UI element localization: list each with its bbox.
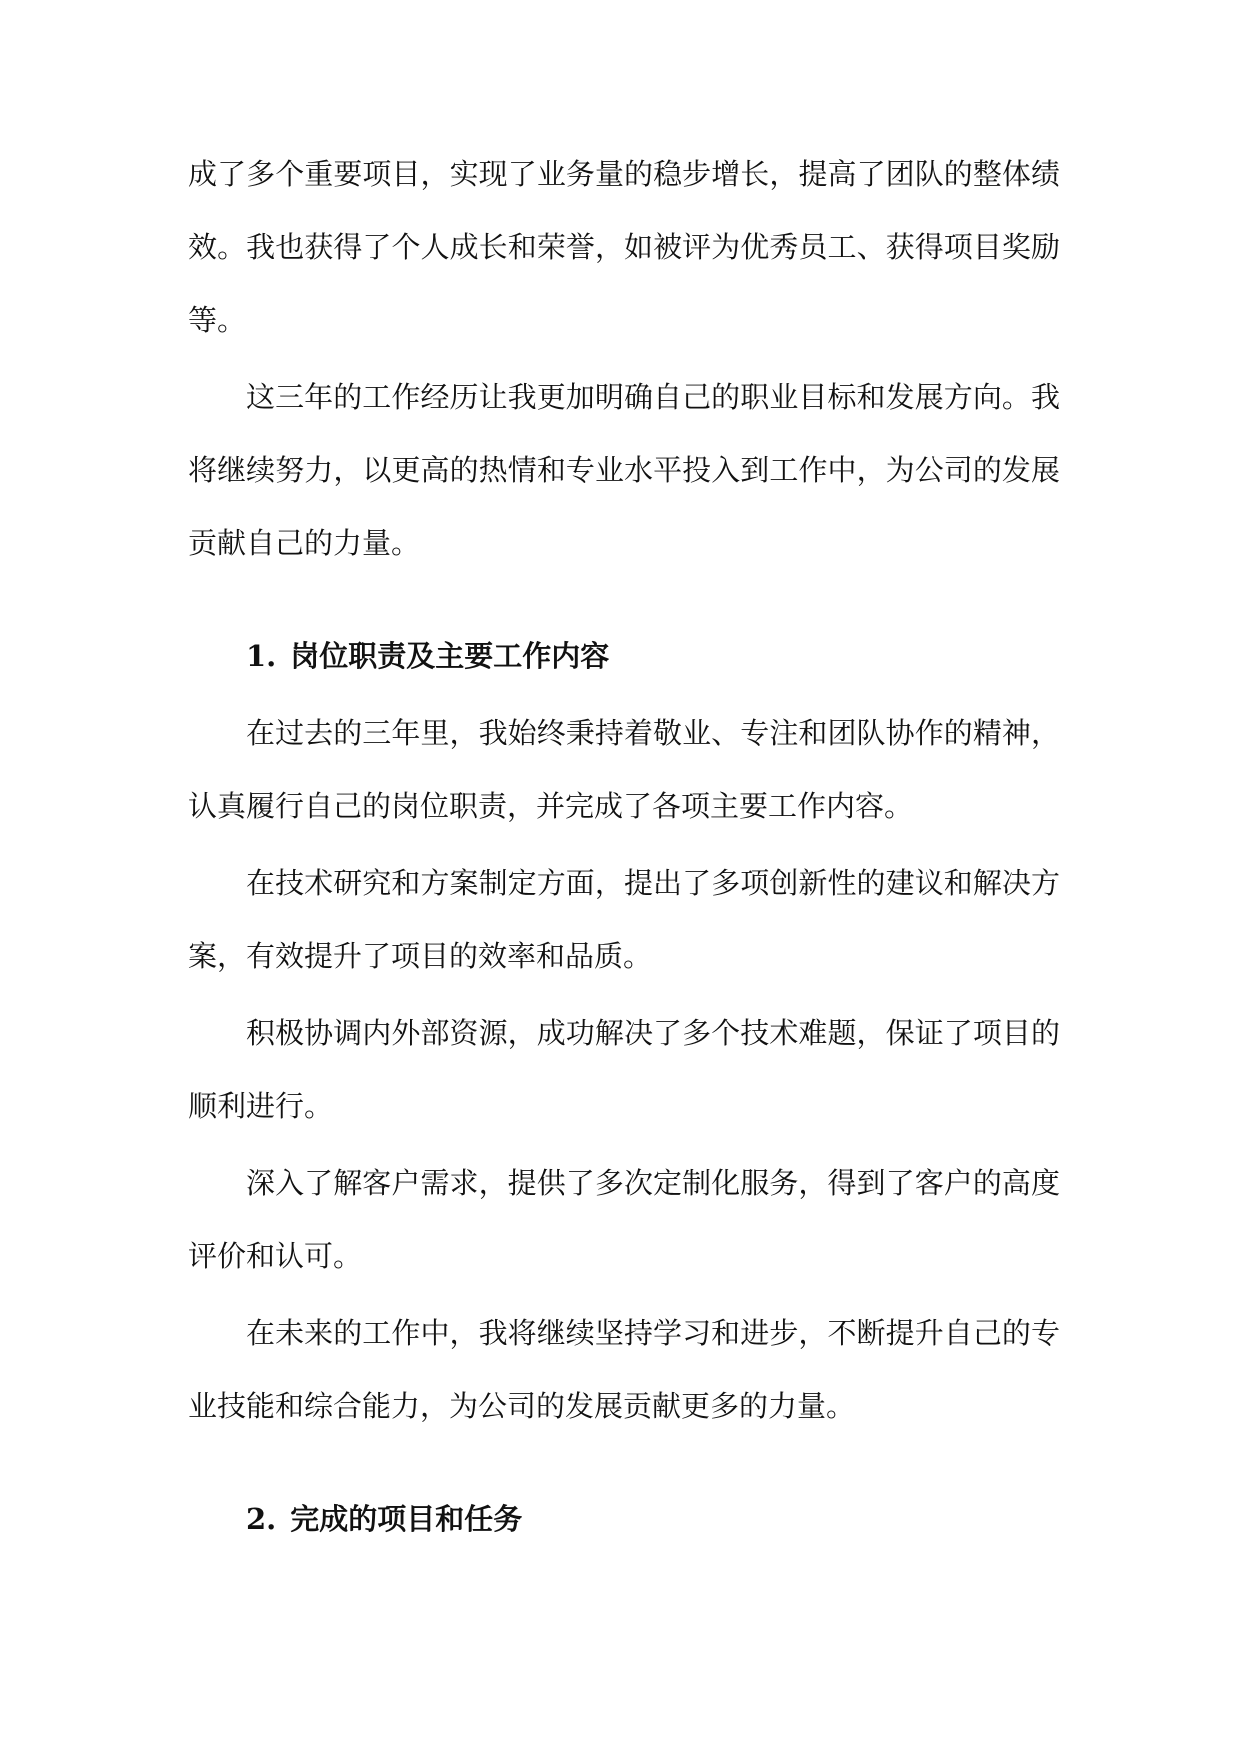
- section-number: 2.: [246, 1502, 277, 1536]
- section-title: 岗位职责及主要工作内容: [290, 639, 610, 673]
- paragraph-career-goals: 这三年的工作经历让我更加明确自己的职业目标和发展方向。我将继续努力，以更高的热情和专业水平投入到工作中，为公司的发展贡献自己的力量。: [188, 380, 1060, 560]
- paragraph-technical-research: 在技术研究和方案制定方面，提出了多项创新性的建议和解决方案，有效提升了项目的效率和品质。: [188, 866, 1060, 973]
- document-body: [188, 138, 1060, 1560]
- paragraph-future-work: 在未来的工作中，我将继续坚持学习和进步，不断提升自己的专业技能和综合能力，为公司的发展贡献更多的力量。: [188, 1316, 1060, 1423]
- section-heading-duties: [188, 620, 1060, 693]
- section-heading-projects: [188, 1483, 1060, 1556]
- section-number: 1.: [246, 639, 277, 673]
- section-title: 完成的项目和任务: [290, 1502, 523, 1536]
- paragraph-duties-intro: 在过去的三年里，我始终秉持着敬业、专注和团队协作的精神，认真履行自己的岗位职责，并完成了各项主要工作内容。: [188, 716, 1060, 823]
- paragraph-resource-coordination: 积极协调内外部资源，成功解决了多个技术难题，保证了项目的顺利进行。: [188, 1016, 1060, 1123]
- paragraph-achievements: 成了多个重要项目，实现了业务量的稳步增长，提高了团队的整体绩效。我也获得了个人成长和荣誉，如被评为优秀员工、获得项目奖励等。: [188, 157, 1060, 337]
- paragraph-customer-needs: 深入了解客户需求，提供了多次定制化服务，得到了客户的高度评价和认可。: [188, 1166, 1060, 1273]
